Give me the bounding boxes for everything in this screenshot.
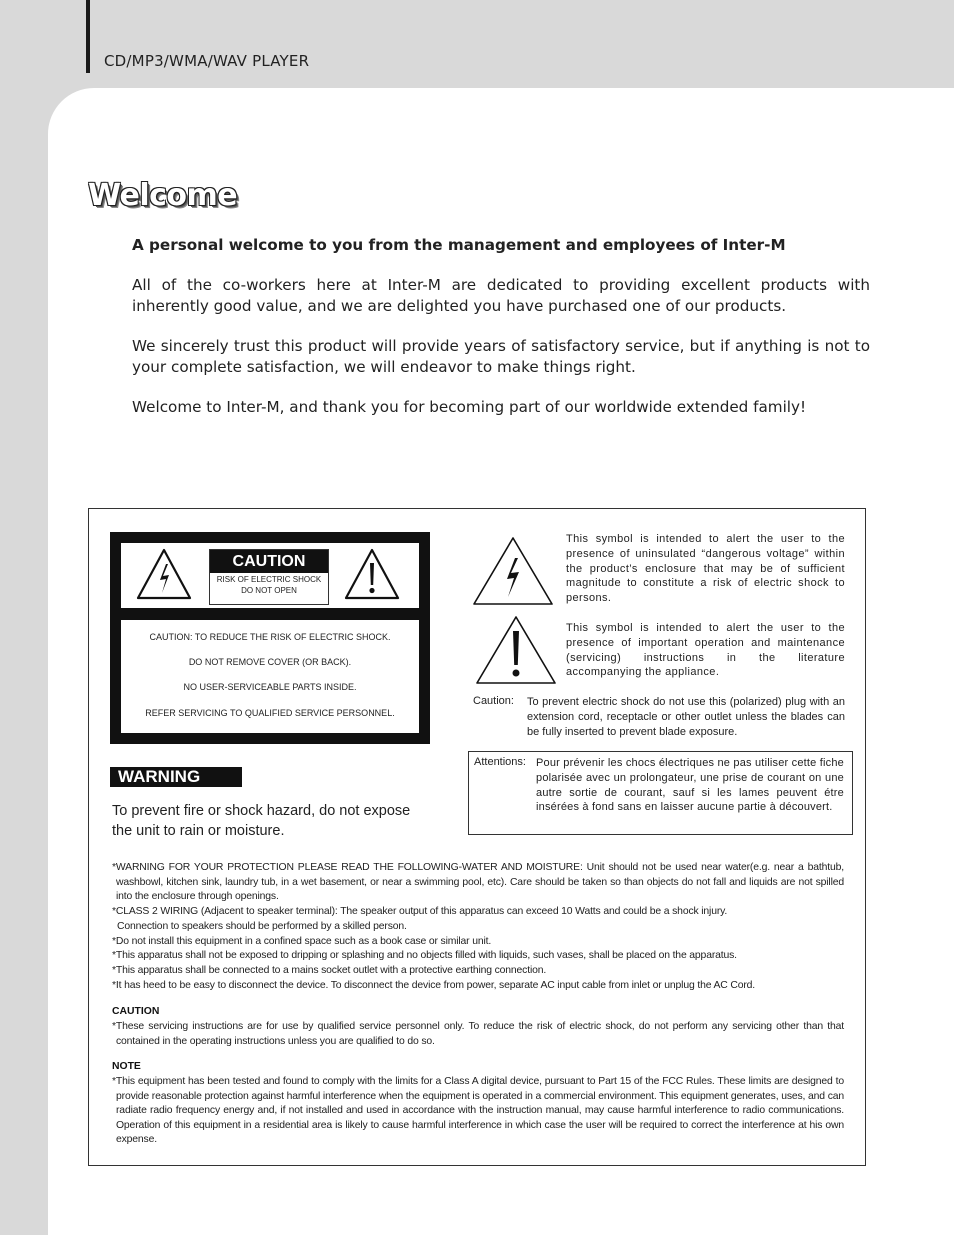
warning-text: To prevent fire or shock hazard, do not expose the unit to rain or moisture. [112,803,411,839]
attention-label: Attentions: [474,756,526,768]
fine-print-item-1: *WARNING FOR YOUR PROTECTION PLEASE READ THE FOLLOWING-WATER AND MOISTURE: Unit should not be used near water(e.g. near a bathtub, washbowl, kitchen sink, laundry tub, in a wet basement, or near a swimming pool, etc). Care should be taken so than objects do not fall and liquids are not spilled into the enclosure through openings. [112,862,844,903]
caution-line-3: NO USER-SERVICEABLE PARTS INSIDE. [183,682,357,692]
caution-note-text: To prevent electric shock do not use this (polarized) plug with an extension cord, receptacle or other outlet unless the blades can be fully inserted to prevent blade exposure. [527,696,845,738]
fine-print-item-4: *Do not install this equipment in a confined space such as a book case or similar unit. [112,936,492,947]
caution-note-label: Caution: [473,695,514,707]
caution-badge-line-1: RISK OF ELECTRIC SHOCK [216,575,322,584]
fine-print-caution-text: *These servicing instructions are for use by qualified service personnel only. To reduce the risk of electric shock, do not perform any servicing other than that contained in the operating instructions unless you are qualified to do so. [112,1021,844,1047]
welcome-title: Welcome [88,178,238,213]
caution-label-top [121,543,419,608]
attention-text: Pour prévenir les chocs électriques ne pas utiliser cette fiche polarisée avec un prolongateur, une prise de courant on une autre sortie de courant, sauf si les lames peuvent étre insérées à fond sans en laisser aucune partie à découvert. [536,757,844,814]
warning-label: WARNING [110,767,242,787]
attention-box [468,751,853,835]
fine-print-caution-heading: CAUTION [112,1006,160,1017]
lightning-symbol-icon [471,535,555,607]
welcome-paragraph-1: All of the co-workers here at Inter-M are dedicated to providing excellent products with inherently good value, and we are delighted you have purchased one of our products. [132,276,870,315]
fine-print-item-2: *CLASS 2 WIRING (Adjacent to speaker terminal): The speaker output of this apparatus can exceed 10 Watts and could be a shock injury. [112,906,728,917]
lightning-warning-icon [135,547,193,601]
welcome-paragraph-2: We sincerely trust this product will provide years of satisfactory service, but if anything is not to your complete satisfaction, we will endeavor to make things right. [132,337,870,376]
safety-information-box [88,508,866,1166]
lightning-symbol-description: This symbol is intended to alert the user to the presence of uninsulated “dangerous voltage” within the product’s enclosure that may be of sufficient magnitude to constitute a risk of electric shock to persons. [566,533,845,605]
fine-print-note-text: *This equipment has been tested and found to comply with the limits for a Class A digital device, pursuant to Part 15 of the FCC Rules. These limits are designed to provide reasonable protection against harmful interference when the equipment is operated in a commercial environment. This equipment generates, uses, and can radiate radio frequency energy and, if not installed and used in accordance with the instruction manual, may cause harmful interference to radio communications. Operation of this equipment in a residential area is likely to cause harmful interference in which case the user will be required to correct the interference at his own expense. [112,1076,844,1146]
fine-print-item-5: *This apparatus shall not be exposed to dripping or splashing and no objects filled with liquids, such vases, shall be placed on the apparatus. [112,950,737,961]
exclamation-symbol-icon [474,614,558,686]
caution-label-panel [110,532,430,744]
welcome-subtitle: A personal welcome to you from the management and employees of Inter-M [132,236,786,254]
welcome-paragraph-3: Welcome to Inter-M, and thank you for becoming part of our worldwide extended family! [132,398,807,416]
fine-print-item-3: Connection to speakers should be performed by a skilled person. [117,921,407,932]
caution-line-4: REFER SERVICING TO QUALIFIED SERVICE PERSONNEL. [145,708,395,718]
caution-badge-title: CAUTION [210,550,328,573]
header-title: CD/MP3/WMA/WAV PLAYER [104,52,310,70]
caution-line-1: CAUTION: TO REDUCE THE RISK OF ELECTRIC SHOCK. [149,632,391,642]
caution-badge-line-2: DO NOT OPEN [241,586,297,595]
exclamation-symbol-description: This symbol is intended to alert the user to the presence of important operation and maintenance (servicing) instructions in the literature accompanying the appliance. [566,622,845,679]
caution-line-2: DO NOT REMOVE COVER (OR BACK). [188,657,352,667]
caution-badge [209,549,329,605]
caution-label-bottom [121,620,419,733]
exclamation-warning-icon [343,547,401,601]
fine-print-item-7: *It has heed to be easy to disconnect the device. To disconnect the device from power, separate AC input cable from inlet or unplug the AC Cord. [112,980,756,991]
header-accent-bar [86,0,90,73]
fine-print-note-heading: NOTE [112,1061,141,1072]
fine-print-item-6: *This apparatus shall be connected to a mains socket outlet with a protective earthing connection. [112,965,547,976]
